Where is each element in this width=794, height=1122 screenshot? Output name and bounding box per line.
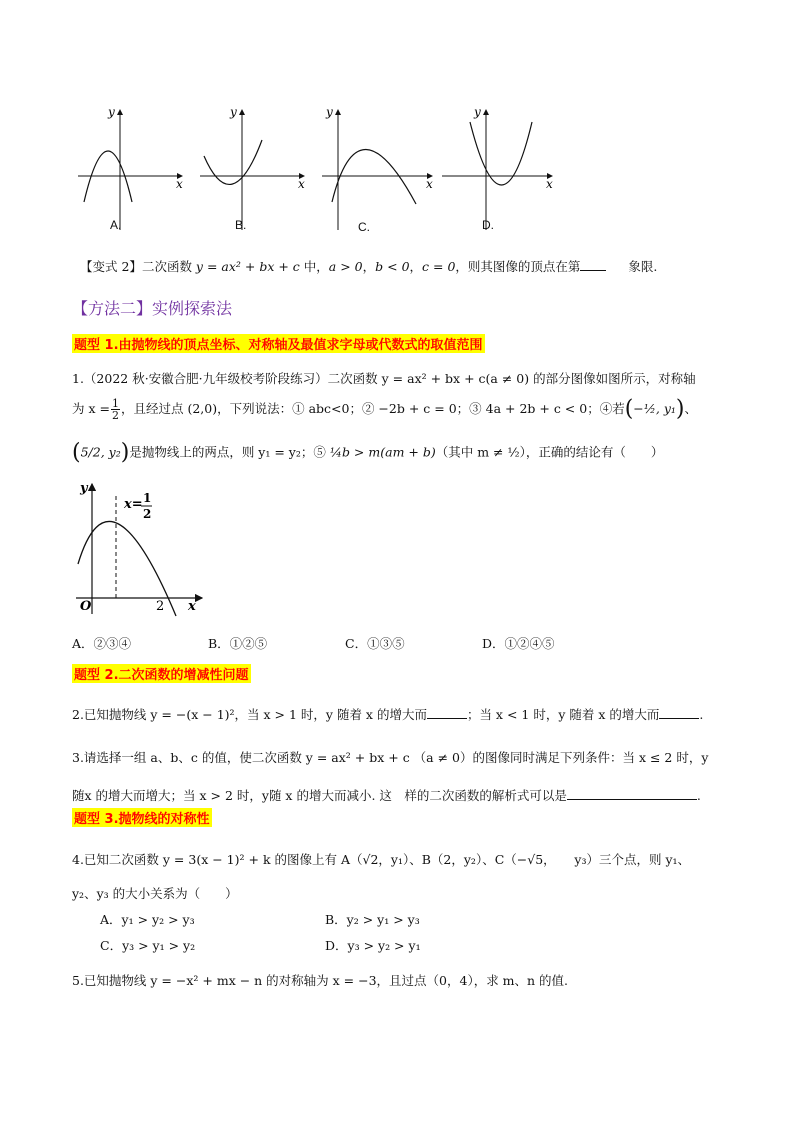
axis-x-label: x <box>426 177 433 191</box>
q1-graph <box>70 476 210 618</box>
variant2-line: 【变式 2】二次函数 y = ax² + bx + c 中，a > 0，b < 0，c = 0，则其图像的顶点在第 象限. <box>80 259 658 274</box>
q4-option-c[interactable]: C．y₃ > y₁ > y₂ <box>100 938 196 953</box>
method2-heading: 【方法二】实例探索法 <box>72 299 233 318</box>
origin-label: O <box>80 599 92 614</box>
graph-c <box>322 105 433 230</box>
q1-option-c[interactable]: C．①③⑤ <box>345 636 405 651</box>
q2-line: 2.已知抛物线 y = −(x − 1)²，当 x > 1 时，y 随着 x 的增大而 ；当 x < 1 时，y 随着 x 的增大而 . <box>72 707 704 722</box>
q4-line1: 4.已知二次函数 y = 3(x − 1)² + k 的图像上有 A（√2，y₁）、B（2，y₂）、C（−√5， y₃）三个点，则 y₁、 <box>72 852 691 867</box>
axis-x-label: x <box>546 177 553 191</box>
axis-y-label: y <box>108 105 115 119</box>
axis-y-label: y <box>230 105 237 119</box>
answer-blank[interactable] <box>580 258 606 271</box>
graph-label-c: C. <box>358 220 370 234</box>
axis-x-label: x <box>298 177 305 191</box>
axis-x-label: x <box>176 177 183 191</box>
type3-heading: 题型 3.抛物线的对称性 <box>72 808 212 827</box>
graph-b <box>200 105 305 230</box>
answer-blank[interactable] <box>427 706 467 719</box>
axis-x-label: x <box>188 599 196 614</box>
q4-option-d[interactable]: D．y₃ > y₂ > y₁ <box>325 938 421 953</box>
axis-y-label: y <box>80 481 88 496</box>
graph-a <box>78 105 183 230</box>
graph-label-b: B. <box>235 218 247 232</box>
variant2-tag: 【变式 2】 <box>80 259 142 274</box>
answer-blank[interactable] <box>659 706 699 719</box>
q1-option-b[interactable]: B．①②⑤ <box>208 636 268 651</box>
q5-line: 5.已知抛物线 y = −x² + mx − n 的对称轴为 x = −3，且过点（0，4），求 m、n 的值. <box>72 973 569 988</box>
axis-y-label: y <box>326 105 333 119</box>
q1-line3: (5/2, y₂)是抛物线上的两点，则 y₁ = y₂；⑤ ¼b > m(am + b)（其中 m ≠ ½），正确的结论有（ ） <box>72 440 664 465</box>
q3-line1: 3.请选择一组 a、b、c 的值，使二次函数 y = ax² + bx + c （a ≠ 0）的图像同时满足下列条件：当 x ≤ 2 时，y <box>72 750 709 765</box>
q1-line2: 为 x = $\frac{1}{2}$ ，且经过点 (2,0)，下列说法：① abc<0；② −2b + c = 0；③ 4a + 2b + c < 0；④若(−½, y₁)、 <box>72 396 698 422</box>
answer-blank[interactable] <box>567 787 697 800</box>
type1-heading: 题型 1.由抛物线的顶点坐标、对称轴及最值求字母或代数式的取值范围 <box>72 334 485 353</box>
q1-line1: 1.（2022 秋·安徽合肥·九年级校考阶段练习）二次函数 y = ax² + bx + c(a ≠ 0) 的部分图像如图所示，对称轴 <box>72 371 696 386</box>
fraction-half: $\frac{1}{2}$ <box>111 397 119 422</box>
graph-d <box>442 105 553 230</box>
x-tick-2: 2 <box>156 599 165 614</box>
q4-line2: y₂、y₃ 的大小关系为（ ） <box>72 886 238 901</box>
q4-option-b[interactable]: B．y₂ > y₁ > y₃ <box>325 912 420 927</box>
sym-num: 1 <box>143 491 152 505</box>
q3-line2: 随x 的增大而增大；当 x > 2 时，y随 x 的增大而减小. 这 样的二次函数的解析式可以是 . <box>72 788 701 803</box>
sym-den: 2 <box>143 507 152 521</box>
q1-option-a[interactable]: A．②③④ <box>72 636 132 651</box>
axis-y-label: y <box>474 105 481 119</box>
type2-heading: 题型 2.二次函数的增减性问题 <box>72 664 251 683</box>
parabola-b <box>204 140 262 184</box>
graph-label-d: D. <box>482 218 494 232</box>
parabola-c <box>332 149 416 204</box>
graph-label-a: A. <box>110 218 122 232</box>
sym-label: x= <box>124 497 143 512</box>
q1-option-d[interactable]: D．①②④⑤ <box>482 636 555 651</box>
q4-option-a[interactable]: A．y₁ > y₂ > y₃ <box>100 912 195 927</box>
